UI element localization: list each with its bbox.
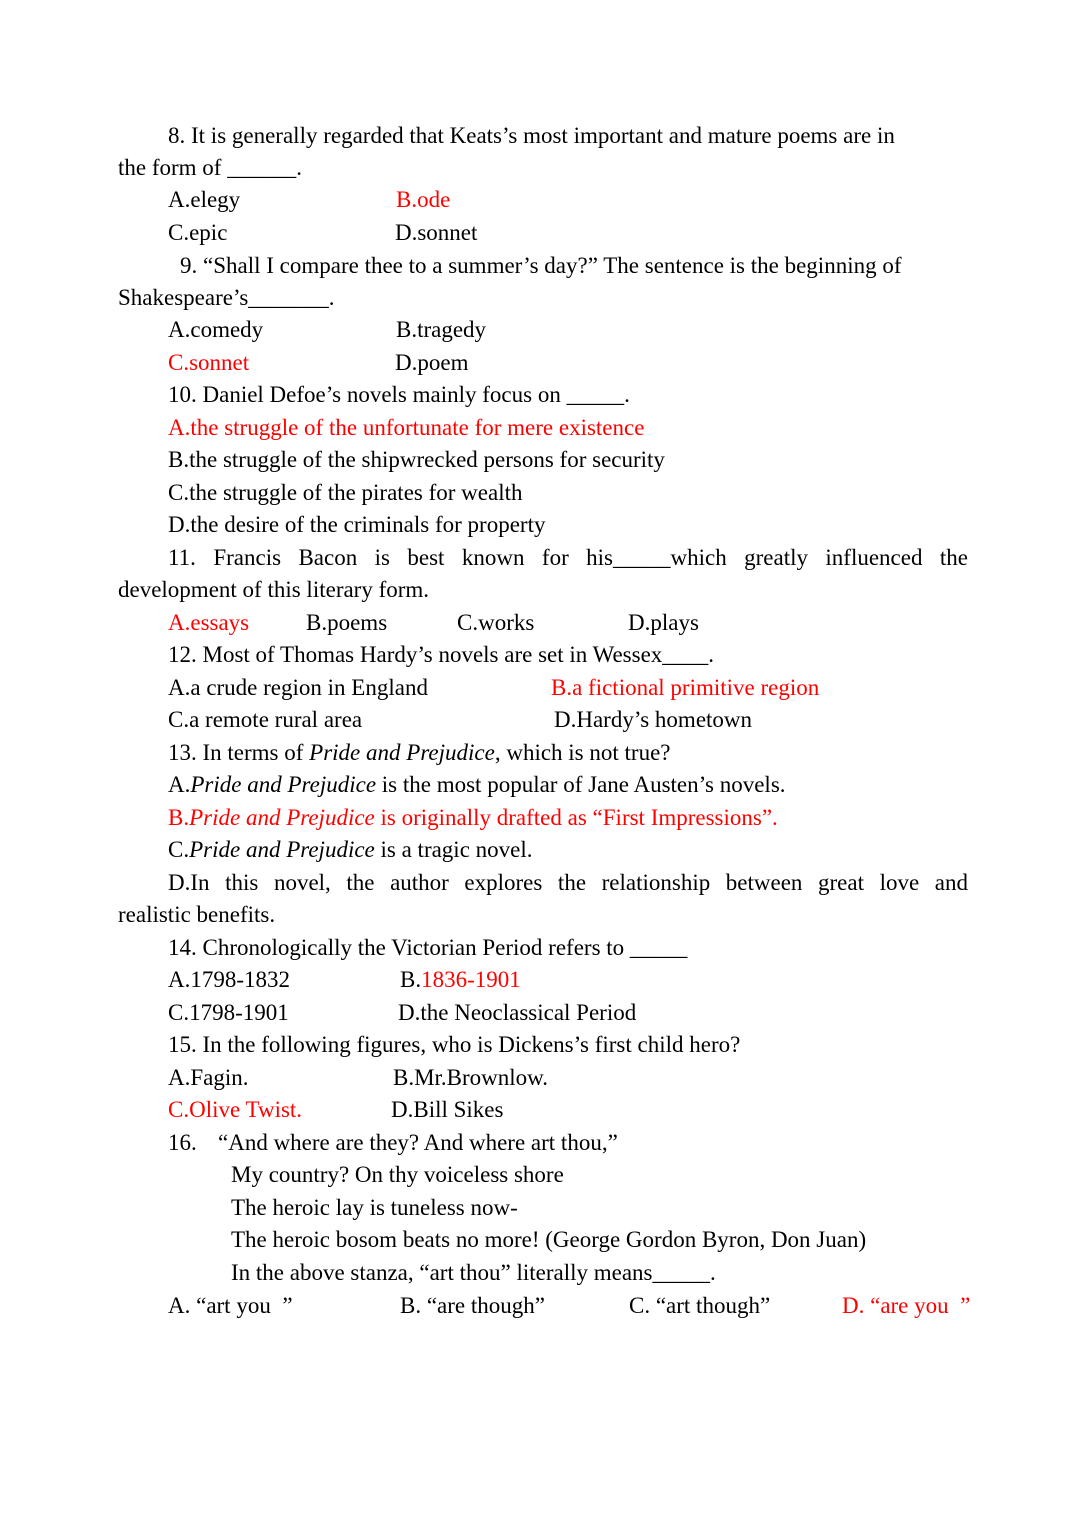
q13-option-b-text: is originally drafted as “First Impressions”.	[374, 805, 778, 830]
q9-option-b: B.tragedy	[396, 317, 487, 342]
q13-book-title: Pride and Prejudice	[309, 740, 495, 765]
q13-option-b-title: Pride and Prejudice	[189, 805, 375, 830]
q15-option-b: B.Mr.Brownlow.	[393, 1065, 549, 1090]
q15-stem: 15. In the following figures, who is Dickens’s first child hero?	[168, 1032, 741, 1057]
q13-option-d-line1: D.In this novel, the author explores the relationship between great love and	[168, 870, 968, 895]
q8-stem-line1: 8. It is generally regarded that Keats’s most important and mature poems are in	[168, 123, 895, 148]
q13-option-b-letter: B.	[168, 805, 190, 830]
q14-option-b-letter: B.	[400, 967, 422, 992]
q13-option-a-title: Pride and Prejudice	[190, 772, 377, 797]
q11-option-d: D.plays	[628, 610, 699, 635]
q10-option-d: D.the desire of the criminals for property	[168, 512, 546, 537]
q11-stem-line1: 11. Francis Bacon is best known for his_____which greatly influenced the	[168, 545, 968, 570]
q16-option-d-answer: D. “are you ”	[842, 1293, 971, 1318]
q10-option-a-answer: A.the struggle of the unfortunate for mere existence	[168, 415, 645, 440]
q8-option-b-answer: B.ode	[396, 187, 451, 212]
q14-option-c: C.1798-1901	[168, 1000, 289, 1025]
q16-option-a: A. “art you ”	[168, 1293, 293, 1318]
q14-stem: 14. Chronologically the Victorian Period refers to _____	[168, 935, 688, 960]
q11-option-a-answer: A.essays	[168, 610, 250, 635]
q13-option-d-line2: realistic benefits.	[118, 902, 276, 927]
q13-option-b-answer	[168, 802, 778, 834]
q12-option-c: C.a remote rural area	[168, 707, 363, 732]
q13-stem	[168, 737, 670, 769]
q11-option-c: C.works	[457, 610, 535, 635]
q15-option-a: A.Fagin.	[168, 1065, 249, 1090]
q8-stem-line2: the form of ______.	[118, 155, 302, 180]
q8-option-c: C.epic	[168, 220, 228, 245]
q8-option-d: D.sonnet	[395, 220, 478, 245]
q11-stem-line2: development of this literary form.	[118, 577, 430, 602]
q10-stem: 10. Daniel Defoe’s novels mainly focus on _____.	[168, 382, 630, 407]
q16-option-b: B. “are though”	[400, 1293, 545, 1318]
q12-stem: 12. Most of Thomas Hardy’s novels are set in Wessex____.	[168, 642, 715, 667]
q13-stem-pre: 13. In terms of	[168, 740, 310, 765]
q10-option-b: B.the struggle of the shipwrecked persons for security	[168, 447, 665, 472]
q14-option-d: D.the Neoclassical Period	[398, 1000, 637, 1025]
q12-option-b-answer: B.a fictional primitive region	[551, 675, 820, 700]
q16-verse-line4: The heroic bosom beats no more! (George Gordon Byron, Don Juan)	[231, 1227, 867, 1252]
q14-option-a: A.1798-1832	[168, 967, 291, 992]
q10-option-c: C.the struggle of the pirates for wealth	[168, 480, 523, 505]
q15-option-c-answer: C.Olive Twist.	[168, 1097, 303, 1122]
q16-verse-line1: “And where are they? And where art thou,”	[218, 1130, 618, 1155]
q9-option-c-answer: C.sonnet	[168, 350, 250, 375]
q13-option-c	[168, 834, 533, 866]
q9-option-d: D.poem	[395, 350, 469, 375]
q16-verse-line2: My country? On thy voiceless shore	[231, 1162, 564, 1187]
q16-question: In the above stanza, “art thou” literally means_____.	[231, 1260, 716, 1285]
q16-verse-line3: The heroic lay is tuneless now-	[231, 1195, 518, 1220]
q13-option-a-letter: A.	[168, 772, 191, 797]
q9-stem-line1: 9. “Shall I compare thee to a summer’s day?” The sentence is the beginning of	[180, 253, 902, 278]
q12-option-d: D.Hardy’s hometown	[554, 707, 753, 732]
q13-option-c-title: Pride and Prejudice	[189, 837, 375, 862]
q16-option-c: C. “art though”	[629, 1293, 771, 1318]
q13-option-c-text: is a tragic novel.	[374, 837, 533, 862]
q11-option-b: B.poems	[306, 610, 388, 635]
q12-option-a: A.a crude region in England	[168, 675, 428, 700]
q9-option-a: A.comedy	[168, 317, 264, 342]
q14-option-b-answer	[400, 964, 521, 996]
q15-option-d: D.Bill Sikes	[391, 1097, 504, 1122]
q14-option-b-value: 1836-1901	[421, 967, 521, 992]
q13-option-a-text: is the most popular of Jane Austen’s novels.	[376, 772, 786, 797]
q8-option-a: A.elegy	[168, 187, 241, 212]
q13-option-a	[168, 769, 786, 801]
q13-stem-post: , which is not true?	[494, 740, 671, 765]
q13-option-c-letter: C.	[168, 837, 190, 862]
q16-number: 16.	[168, 1130, 197, 1155]
q9-stem-line2: Shakespeare’s_______.	[118, 285, 335, 310]
